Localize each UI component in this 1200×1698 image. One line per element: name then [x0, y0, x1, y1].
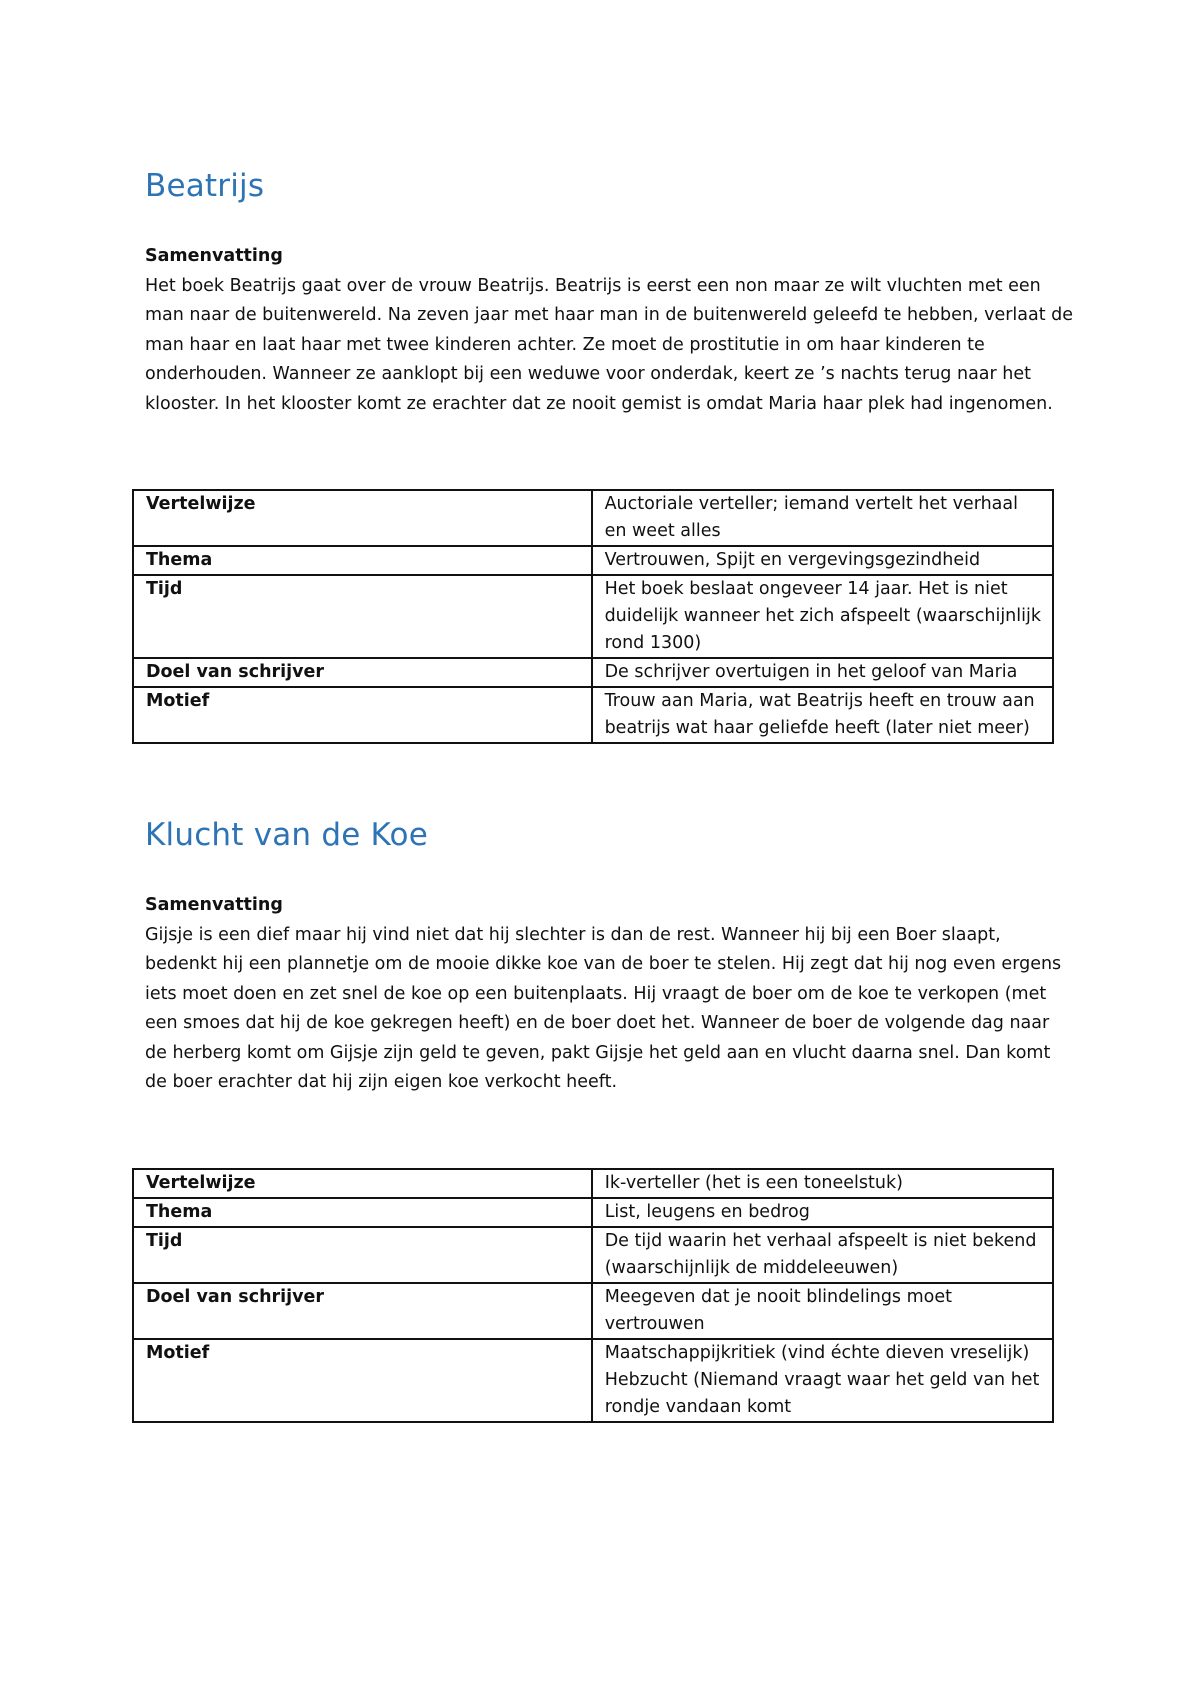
row-value: Auctoriale verteller; iemand vertelt het verhaal en weet alles [592, 490, 1053, 546]
info-table-beatrijs [132, 489, 1054, 744]
info-table-klucht [132, 1168, 1054, 1423]
row-value: Het boek beslaat ongeveer 14 jaar. Het is niet duidelijk wanneer het zich afspeelt (waarschijnlijk rond 1300) [592, 575, 1053, 658]
row-value-line: Hebzucht (Niemand vraagt waar het geld van het rondje vandaan komt [604, 1370, 1040, 1417]
row-label: Doel van schrijver [133, 658, 592, 687]
row-label: Tijd [133, 575, 592, 658]
row-value: Meegeven dat je nooit blindelings moet vertrouwen [592, 1283, 1053, 1339]
row-label: Tijd [133, 1227, 592, 1283]
table-row [133, 687, 1053, 743]
row-value-line: Maatschappijkritiek (vind échte dieven vreselijk) [604, 1343, 1030, 1363]
table-row [133, 1198, 1053, 1227]
row-label: Doel van schrijver [133, 1283, 592, 1339]
row-value: De schrijver overtuigen in het geloof van Maria [592, 658, 1053, 687]
row-label: Thema [133, 546, 592, 575]
summary-label: Samenvatting [145, 895, 283, 915]
table-row [133, 1227, 1053, 1283]
table-row [133, 1283, 1053, 1339]
row-label: Vertelwijze [133, 1169, 592, 1198]
row-value: Trouw aan Maria, wat Beatrijs heeft en trouw aan beatrijs wat haar geliefde heeft (later niet meer) [592, 687, 1053, 743]
row-value: List, leugens en bedrog [592, 1198, 1053, 1227]
heading-beatrijs: Beatrijs [145, 168, 265, 204]
section-klucht-van-de-koe [145, 815, 1062, 1098]
row-label: Vertelwijze [133, 490, 592, 546]
table-row [133, 490, 1053, 546]
table-row [133, 1169, 1053, 1198]
row-label: Motief [133, 1339, 592, 1422]
row-value: Vertrouwen, Spijt en vergevingsgezindheid [592, 546, 1053, 575]
summary-label: Samenvatting [145, 246, 283, 266]
row-value: Ik-verteller (het is een toneelstuk) [592, 1169, 1053, 1198]
section-beatrijs [145, 166, 1074, 419]
summary-text: Gijsje is een dief maar hij vind niet dat hij slechter is dan de rest. Wanneer hij bij een Boer slaapt, bedenkt hij een plannetje om de mooie dikke koe van de boer te stelen. Hij zegt dat hij nog even ergens iets moet doen en zet snel de koe op een buitenplaats. Hij vraagt de boer om de koe te verkopen (met een smoes dat hij de koe gekregen heeft) en de boer doet het. Wanneer de boer de volgende dag naar de herberg komt om Gijsje zijn geld te geven, pakt Gijsje het geld aan en vlucht daarna snel. Dan komt de boer erachter dat hij zijn eigen koe verkocht heeft. [145, 924, 1062, 1092]
row-label: Motief [133, 687, 592, 743]
row-value [592, 1339, 1053, 1422]
table-row [133, 546, 1053, 575]
row-value: De tijd waarin het verhaal afspeelt is niet bekend (waarschijnlijk de middeleeuwen) [592, 1227, 1053, 1283]
row-label: Thema [133, 1198, 592, 1227]
table-row [133, 658, 1053, 687]
summary-text: Het boek Beatrijs gaat over de vrouw Beatrijs. Beatrijs is eerst een non maar ze wilt vluchten met een man naar de buitenwereld. Na zeven jaar met haar man in de buitenwereld geleefd te hebben, verlaat de man haar en laat haar met twee kinderen achter. Ze moet de prostitutie in om haar kinderen te onderhouden. Wanneer ze aanklopt bij een weduwe voor onderdak, keert ze ’s nachts terug naar het klooster. In het klooster komt ze erachter dat ze nooit gemist is omdat Maria haar plek had ingenomen. [145, 275, 1074, 414]
table-row [133, 1339, 1053, 1422]
table-row [133, 575, 1053, 658]
heading-klucht-van-de-koe: Klucht van de Koe [145, 817, 428, 853]
